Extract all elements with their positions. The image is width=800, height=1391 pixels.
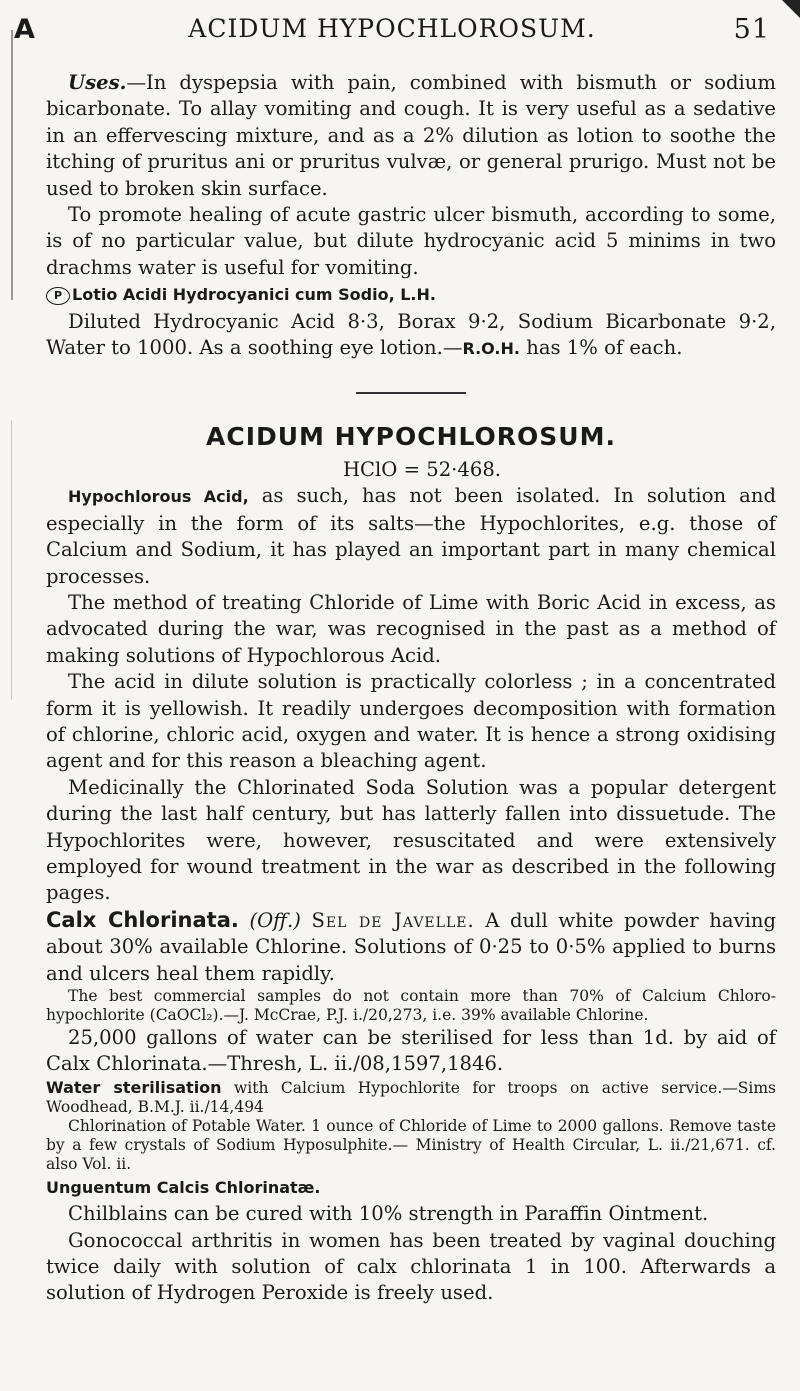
chilblains-paragraph: Chilblains can be cured with 10% strength in Paraffin Ointment. xyxy=(68,1202,709,1226)
section-divider xyxy=(356,392,466,394)
calx-paragraph xyxy=(46,907,776,987)
lotio-text: Diluted Hydrocyanic Acid 8·3, Borax 9·2, Sodium Bicarbonate 9·2, Water to 1000. As a soothing eye lotion.— xyxy=(46,309,776,360)
lotio-paragraph xyxy=(46,309,776,363)
hypochlorous-lead: Hypochlorous Acid, xyxy=(68,487,249,507)
properties-paragraph: The acid in dilute solution is practically colorless ; in a concentrated form it is yellowish. It readily undergoes decomposition with formation of chlorine, chloric acid, oxygen and water. It is hence a strong oxidising agent and for this reason a bleaching agent. xyxy=(46,670,776,773)
lotio-roh: R.O.H. xyxy=(462,339,520,359)
calx-alt-name: Sel de Javelle. xyxy=(311,908,475,932)
uses-heading: Uses. xyxy=(68,71,127,94)
lotio-heading xyxy=(46,281,776,308)
running-title: ACIDUM HYPOCHLOROSUM. xyxy=(188,14,596,43)
calx-note: The best commercial samples do not contain more than 70% of Calcium Chloro-hypochlorite (CaOCl₂).—J. McCrae, P.J. i./20,273, i.e. 39% available Chlorine. xyxy=(46,987,776,1024)
margin-shadow-line xyxy=(11,420,12,700)
rx-symbol-icon: P xyxy=(46,287,70,305)
boric-acid-paragraph: The method of treating Chloride of Lime with Boric Acid in excess, as advocated during the war, was recognised in the past as a method of making solutions of Hypochlorous Acid. xyxy=(46,590,776,667)
calx-name: Calx Chlorinata. xyxy=(46,907,239,932)
uses-text: —In dyspepsia with pain, combined with bismuth or sodium bicarbonate. To allay vomiting and cough. It is very useful as a sedative in an effervescing mixture, and as a 2% dilution as lotion to soothe the itching of pruritus ani or pruritus vulvæ, or general prurigo. Must not be used to broken skin surface. xyxy=(46,71,776,200)
page-content xyxy=(46,70,776,1307)
lotio-tail: has 1% of each. xyxy=(519,336,683,360)
hypochlorous-paragraph xyxy=(46,483,776,590)
section-letter: A xyxy=(14,14,36,45)
hypochlorous-text: as such, has not been isolated. In solution and especially in the form of its salts—the Hypochlorites, e.g. those of Calcium and Sodium, it has played an important part in many chemical processes. xyxy=(46,484,776,588)
unguentum-heading xyxy=(46,1174,776,1201)
uses-paragraph xyxy=(46,70,776,202)
lotio-title: Lotio Acidi Hydrocyanici cum Sodio, L.H. xyxy=(72,285,436,305)
running-header xyxy=(14,14,770,54)
gastric-ulcer-paragraph: To promote healing of acute gastric ulcer bismuth, according to some, is of no particular value, but dilute hydrocyanic acid 5 minims in two drachms water is useful for vomiting. xyxy=(46,203,776,279)
unguentum-title: Unguentum Calcis Chlorinatæ. xyxy=(46,1177,321,1197)
page-corner-mark xyxy=(782,0,800,18)
chlorination-note: Chlorination of Potable Water. 1 ounce of Chloride of Lime to 2000 gallons. Remove taste by a few crystals of Sodium Hyposulphite.— Ministry of Health Circular, L. ii./21,671. cf. also Vol. ii. xyxy=(46,1116,776,1173)
gonococcal-paragraph: Gonococcal arthritis in women has been treated by vaginal douching twice daily with solution of calx chlorinata 1 in 100. Afterwards a solution of Hydrogen Peroxide is freely used. xyxy=(46,1228,776,1305)
margin-shadow-line xyxy=(11,30,13,300)
calx-official: (Off.) xyxy=(249,908,301,932)
sterilisation-paragraph: 25,000 gallons of water can be sterilised for less than 1d. by aid of Calx Chlorinata.—Thresh, L. ii./08,1597,1846. xyxy=(46,1026,776,1076)
water-lead: Water sterilisation xyxy=(46,1077,222,1097)
calx-text: A dull white powder having about 30% available Chlorine. Solutions of 0·25 to 0·5% applied to burns and ulcers heal them rapidly. xyxy=(46,908,777,985)
page-number: 51 xyxy=(733,14,770,45)
medicinal-paragraph: Medicinally the Chlorinated Soda Solution was a popular detergent during the last half century, but has latterly fallen into dissuetude. The Hypochlorites were, however, resuscitated and were extensively employed for wound treatment in the war as described in the following pages. xyxy=(46,775,776,905)
chemical-formula: HClO = 52·468. xyxy=(342,457,502,481)
water-text: with Calcium Hypochlorite for troops on active service.—Sims Woodhead, B.M.J. ii./14,494 xyxy=(46,1078,776,1116)
section-title: ACIDUM HYPOCHLOROSUM. xyxy=(206,422,616,452)
water-sterilisation-note xyxy=(46,1078,776,1117)
